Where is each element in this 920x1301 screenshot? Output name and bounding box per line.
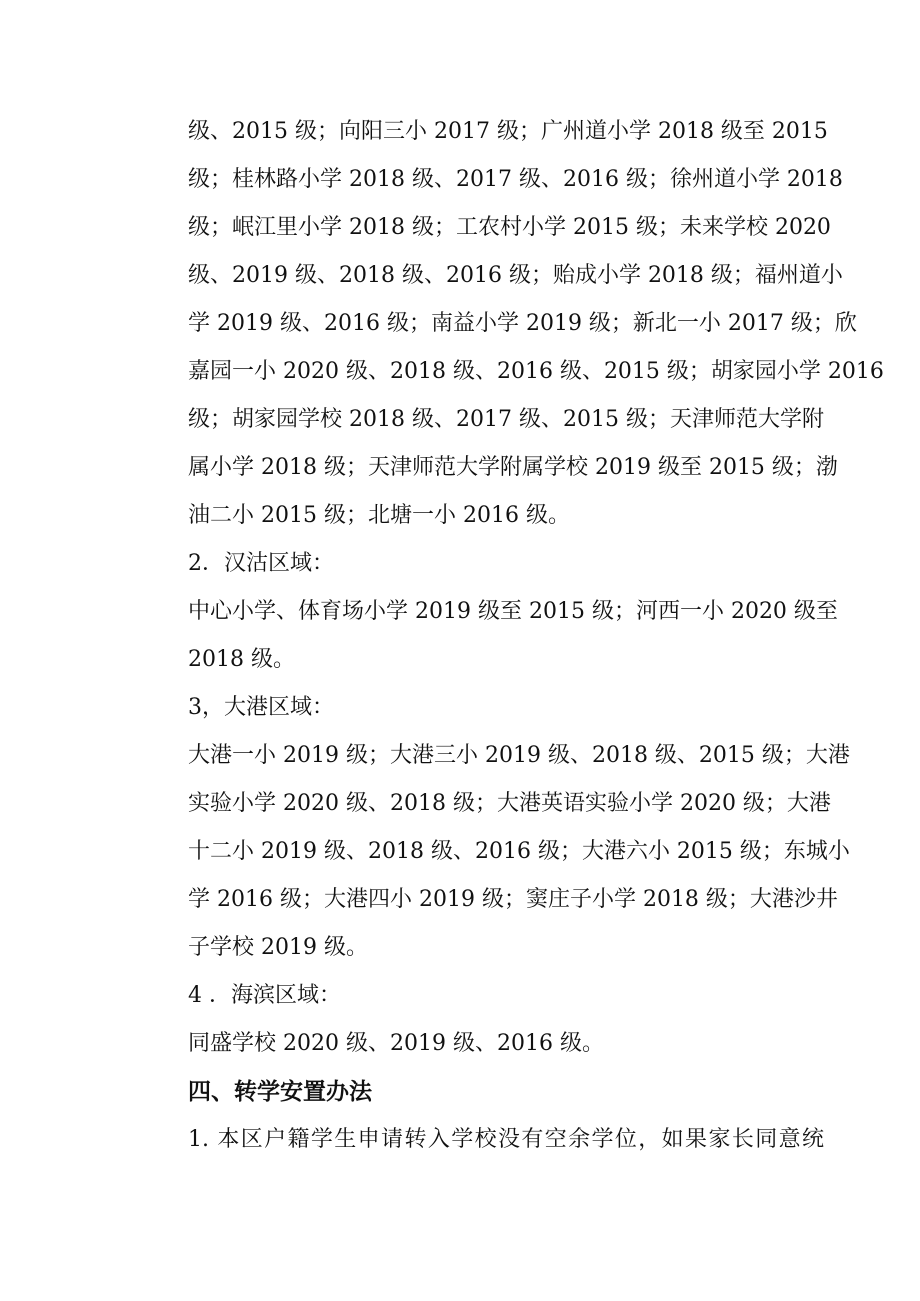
text-line: 子学校 2019 级。 — [188, 935, 368, 960]
text-line: 级；胡家园学校 2018 级、2017 级、2015 级；天津师范大学附 — [188, 407, 824, 432]
section-heading: 四、转学安置办法 — [188, 1079, 372, 1105]
text-line: 1. 本区户籍学生申请转入学校没有空余学位，如果家长同意统 — [188, 1127, 824, 1152]
text-line: 中心小学、体育场小学 2019 级至 2015 级；河西一小 2020 级至 — [188, 599, 838, 624]
section-label-hangu: 2．汉沽区域： — [188, 551, 334, 576]
text-line: 油二小 2015 级；北塘一小 2016 级。 — [188, 503, 570, 528]
text-line: 实验小学 2020 级、2018 级；大港英语实验小学 2020 级；大港 — [188, 791, 831, 816]
body-text — [188, 108, 884, 1164]
text-line: 嘉园一小 2020 级、2018 级、2016 级、2015 级；胡家园小学 2016 — [188, 359, 884, 384]
text-line: 级、2019 级、2018 级、2016 级；贻成小学 2018 级；福州道小 — [188, 263, 843, 288]
text-line: 2018 级。 — [188, 647, 295, 672]
section-label-dagang: 3，大港区域： — [188, 695, 334, 720]
text-line: 同盛学校 2020 级、2019 级、2016 级。 — [188, 1031, 604, 1056]
text-line: 十二小 2019 级、2018 级、2016 级；大港六小 2015 级；东城小 — [188, 839, 850, 864]
text-line: 属小学 2018 级；天津师范大学附属学校 2019 级至 2015 级；渤 — [188, 455, 838, 480]
text-line: 学 2019 级、2016 级；南益小学 2019 级；新北一小 2017 级；欣 — [188, 311, 857, 336]
text-line: 学 2016 级；大港四小 2019 级；窦庄子小学 2018 级；大港沙井 — [188, 887, 838, 912]
text-line: 级、2015 级；向阳三小 2017 级；广州道小学 2018 级至 2015 — [188, 119, 828, 144]
text-line: 级；岷江里小学 2018 级；工农村小学 2015 级；未来学校 2020 — [188, 215, 831, 240]
text-line: 大港一小 2019 级；大港三小 2019 级、2018 级、2015 级；大港 — [188, 743, 850, 768]
section-label-haibin: 4 ．海滨区域： — [188, 983, 341, 1008]
text-line: 级；桂林路小学 2018 级、2017 级、2016 级；徐州道小学 2018 — [188, 167, 843, 192]
